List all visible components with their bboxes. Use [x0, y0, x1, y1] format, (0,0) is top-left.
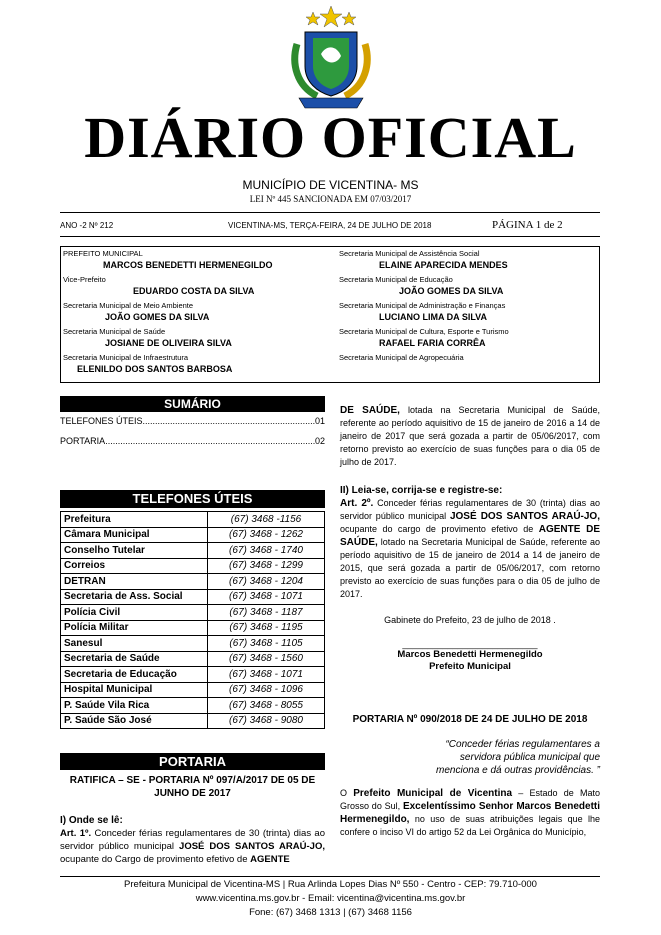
official-entry: [63, 275, 333, 301]
phones-table: [60, 511, 325, 729]
official-name: ELAINE APARECIDA MENDES: [379, 260, 508, 270]
toc-item[interactable]: [60, 414, 325, 429]
issue-info-bar: [60, 219, 600, 235]
phone-number[interactable]: (67) 3468 - 1740: [208, 543, 325, 559]
official-entry: [339, 327, 599, 353]
official-role: Secretaria Municipal de Meio Ambiente: [63, 301, 194, 310]
official-entry: [339, 249, 599, 275]
portaria-left-section: [60, 753, 325, 866]
phone-number[interactable]: (67) 3468 -1156: [208, 512, 325, 528]
phones-section: [60, 490, 325, 729]
official-role: Secretaria Municipal de Administração e Finanças: [339, 301, 506, 310]
phone-number[interactable]: (67) 3468 - 1071: [208, 589, 325, 605]
phone-row: [61, 558, 325, 574]
summary-section: [60, 396, 325, 449]
toc-item-label: TELEFONES ÚTEIS: [60, 416, 143, 426]
summary-heading: SUMÁRIO: [60, 396, 325, 412]
official-name: MARCOS BENEDETTI HERMENEGILDO: [103, 260, 273, 270]
phone-number[interactable]: (67) 3468 - 1071: [208, 667, 325, 683]
footer-address: Prefeitura Municipal de Vicentina-MS | Rua Arlinda Lopes Dias Nº 550 - Centro - CEP: 79.710-000: [124, 879, 537, 890]
officials-right-column: [339, 249, 599, 379]
official-role: Secretaria Municipal de Educação: [339, 275, 453, 284]
phone-number[interactable]: (67) 3468 - 1195: [208, 620, 325, 636]
official-role: Secretaria Municipal de Infraestrutura: [63, 353, 189, 362]
toc-leader: [143, 414, 315, 429]
right-column: [340, 404, 600, 839]
official-entry: [63, 249, 333, 275]
official-entry: [63, 327, 333, 353]
phone-entity-name: Prefeitura: [61, 512, 208, 528]
municipality-name: MUNICÍPIO DE VICENTINA- MS: [242, 178, 419, 192]
phone-row: [61, 543, 325, 559]
phone-entity-name: Câmara Municipal: [61, 527, 208, 543]
toc-item-label: PORTARIA: [60, 436, 106, 446]
signer-role: Prefeito Municipal: [429, 661, 511, 672]
portaria-090-title: PORTARIA Nº 090/2018 DE 24 DE JULHO DE 2018: [352, 714, 588, 725]
toc-item-page: 02: [314, 436, 325, 446]
cabinet-date: Gabinete do Prefeito, 23 de julho de 2018 .: [384, 615, 556, 625]
phones-heading: TELEFONES ÚTEIS: [60, 490, 325, 508]
official-entry: [63, 301, 333, 327]
signature-line: ___________________________: [402, 639, 538, 649]
official-name: LUCIANO LIMA DA SILVA: [379, 312, 487, 322]
official-entry: [339, 275, 599, 301]
phone-entity-name: DETRAN: [61, 574, 208, 590]
divider: [60, 236, 600, 237]
divider: [60, 212, 600, 213]
phone-entity-name: Polícia Civil: [61, 605, 208, 621]
official-role: Vice-Prefeito: [63, 275, 106, 284]
phone-number[interactable]: (67) 3468 - 1262: [208, 527, 325, 543]
official-entry: [339, 353, 599, 379]
phone-entity-name: P. Saúde São José: [61, 713, 208, 729]
phone-number[interactable]: (67) 3468 - 9080: [208, 713, 325, 729]
phone-row: [61, 589, 325, 605]
toc-item[interactable]: [60, 434, 325, 449]
article-1-text: Art. 1º. Conceder férias regulamentares de 30 (trinta) dias ao servidor público municipal JOSÉ DOS SANTOS ARAÚ-JO, ocupante do Cargo de provimento efetivo de AGENTE: [60, 828, 325, 865]
phone-entity-name: Correios: [61, 558, 208, 574]
official-name: JOSIANE DE OLIVEIRA SILVA: [105, 338, 232, 348]
phone-row: [61, 620, 325, 636]
newspaper-title: DIÁRIO OFICIAL: [84, 105, 577, 170]
phone-number[interactable]: (67) 3468 - 1105: [208, 636, 325, 652]
official-role: Secretaria Municipal de Cultura, Esporte e Turismo: [339, 327, 509, 336]
phone-number[interactable]: (67) 3468 - 1096: [208, 682, 325, 698]
phone-row: [61, 682, 325, 698]
phone-number[interactable]: (67) 3468 - 1187: [208, 605, 325, 621]
phone-entity-name: Secretaria de Educação: [61, 667, 208, 683]
officials-left-column: [63, 249, 333, 379]
official-name: RAFAEL FARIA CORRÊA: [379, 338, 486, 348]
official-role: Secretaria Municipal de Saúde: [63, 327, 166, 336]
paragraph-3: O Prefeito Municipal de Vicentina – Estado de Mato Grosso do Sul, Excelentíssimo Senhor Marcos Benedetti Hermenegildo, no uso de suas atribuições legais que lhe confere o inciso VI do artigo 52 da Lei Orgânica do Município,: [340, 788, 601, 837]
phone-row: [61, 651, 325, 667]
phone-row: [61, 574, 325, 590]
phone-row: [61, 713, 325, 729]
footer-divider: [60, 876, 600, 877]
phone-row: [61, 605, 325, 621]
toc-item-page: 01: [314, 416, 325, 426]
issue-number: ANO -2 Nº 212: [60, 221, 114, 230]
portaria-heading: PORTARIA: [60, 753, 325, 770]
phone-row: [61, 667, 325, 683]
phone-row: [61, 698, 325, 714]
section-heading: I) Onde se lê:: [60, 815, 123, 826]
portaria-epigraph: “Conceder férias regulamentares a servidora pública municipal que menciona e dá outras providências. ”: [436, 739, 600, 776]
official-entry: [63, 353, 333, 379]
official-role: Secretaria Municipal de Agropecuária: [339, 353, 464, 362]
footer-phones: Fone: (67) 3468 1313 | (67) 3468 1156: [249, 907, 412, 918]
issue-date: VICENTINA-MS, TERÇA-FEIRA, 24 DE JULHO DE 2018: [228, 221, 432, 230]
municipal-coat-of-arms: [283, 4, 379, 114]
phone-entity-name: Secretaria de Ass. Social: [61, 589, 208, 605]
official-role: PREFEITO MUNICIPAL: [63, 249, 143, 258]
law-reference: LEI Nº 445 SANCIONADA EM 07/03/2017: [249, 194, 412, 204]
phone-entity-name: P. Saúde Vila Rica: [61, 698, 208, 714]
signer-name: Marcos Benedetti Hermenegildo: [397, 649, 543, 660]
official-name: JOÃO GOMES DA SILVA: [105, 312, 210, 322]
phone-row: [61, 512, 325, 528]
phone-number[interactable]: (67) 3468 - 1560: [208, 651, 325, 667]
phone-row: [61, 636, 325, 652]
phone-number[interactable]: (67) 3468 - 8055: [208, 698, 325, 714]
phone-entity-name: Secretaria de Saúde: [61, 651, 208, 667]
phone-entity-name: Hospital Municipal: [61, 682, 208, 698]
official-name: ELENILDO DOS SANTOS BARBOSA: [77, 364, 233, 374]
phone-number[interactable]: (67) 3468 - 1204: [208, 574, 325, 590]
phone-row: [61, 527, 325, 543]
official-entry: [339, 301, 599, 327]
officials-box: [60, 246, 600, 383]
phone-entity-name: Conselho Tutelar: [61, 543, 208, 559]
phone-entity-name: Polícia Militar: [61, 620, 208, 636]
ratification-title: RATIFICA – SE - PORTARIA Nº 097/A/2017 DE 05 DE JUNHO DE 2017: [69, 775, 316, 799]
official-name: EDUARDO COSTA DA SILVA: [133, 286, 255, 296]
official-name: JOÃO GOMES DA SILVA: [399, 286, 504, 296]
phone-number[interactable]: (67) 3468 - 1299: [208, 558, 325, 574]
footer-web-email[interactable]: www.vicentina.ms.gov.br - Email: vicentina@vicentina.ms.gov.br: [195, 893, 466, 904]
official-role: Secretaria Municipal de Assistência Social: [339, 249, 480, 258]
phone-entity-name: Sanesul: [61, 636, 208, 652]
paragraph-1: DE SAÚDE, lotada na Secretaria Municipal de Saúde, referente ao período aquisitivo de 15 de janeiro de 2016 a 14 de janeiro de 2017 que será gozada a partir de 05/06/2017, com retorno previsto ao exercício de suas funções para o dia 05 de julho de 2017.: [340, 405, 601, 467]
toc-leader: [105, 434, 315, 449]
page-indicator: PÁGINA 1 de 2: [492, 219, 563, 231]
article-2-text: Art. 2º. Conceder férias regulamentares de 30 (trinta) dias ao servidor público municipal JOSÉ DOS SANTOS ARAÚ-JO, ocupante do cargo de provimento efetivo de AGENTE DE SAÚDE, lotado na Secretaria Municipal de Saúde, referente ao período aquisitivo de 15 de janeiro de 2014 a 14 de janeiro de 2015, que será gozada a partir de 05/06/2017, com retorno previsto ao exercício de suas funções para o dia 05 de julho de 2017.: [340, 498, 600, 599]
section-heading-2: II) Leia-se, corrija-se e registre-se:: [340, 485, 503, 496]
